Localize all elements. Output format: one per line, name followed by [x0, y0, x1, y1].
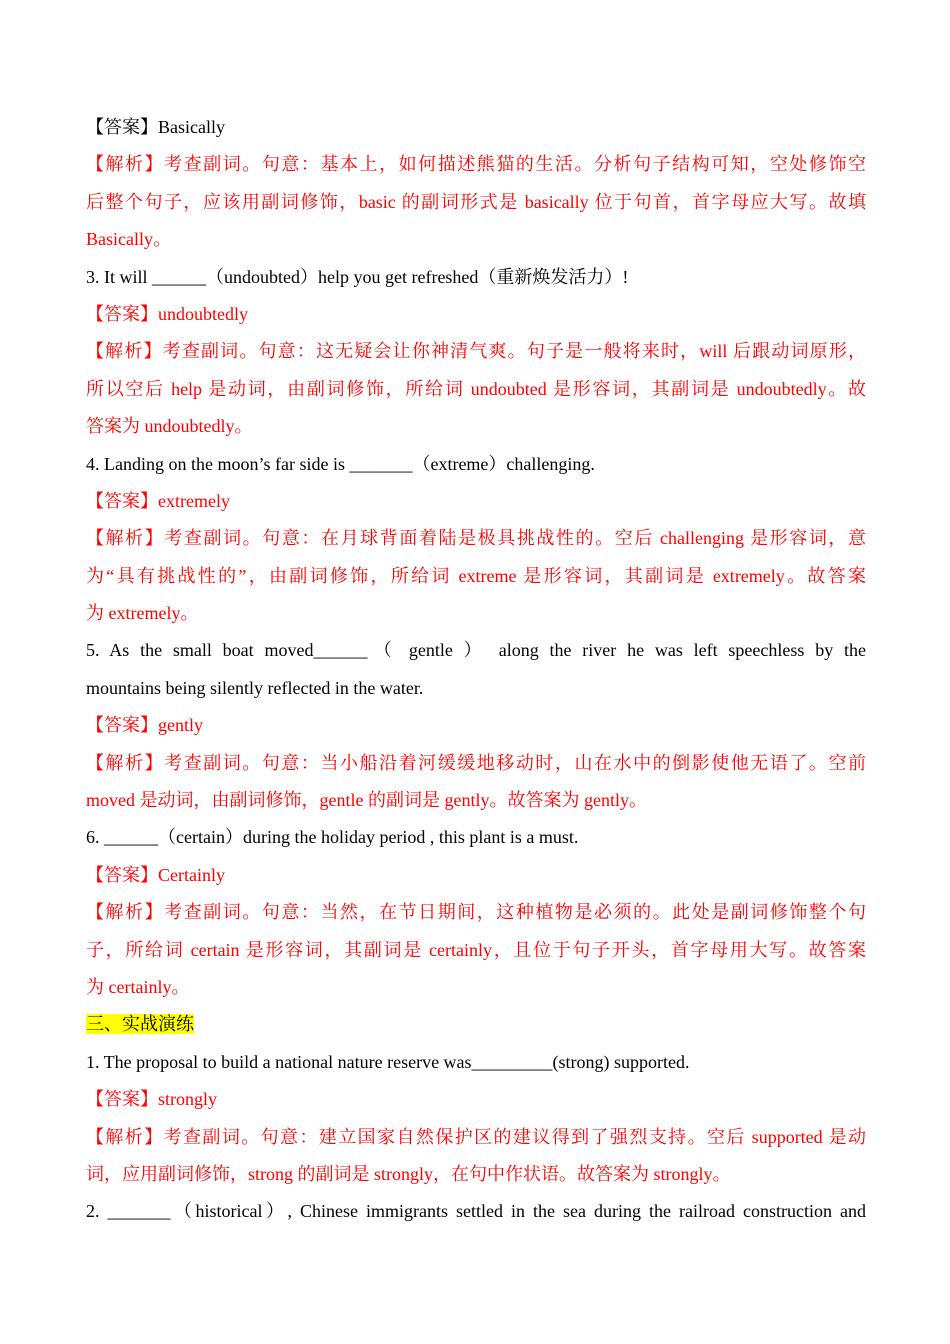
answer-question-4: 【答案】extremely [86, 490, 230, 511]
explanation-question-3-line-2: 所以空后 help 是动词，由副词修饰，所给词 undoubted 是形容词，其副词是 undoubtedly。故 [86, 378, 866, 399]
explanation-practice-question-1-line-1: 【解析】考查副词。句意：建立国家自然保护区的建议得到了强烈支持。空后 supported 是动 [86, 1126, 866, 1147]
answer-question-5: 【答案】gently [86, 715, 203, 736]
explanation-question-4-line-1: 【解析】考查副词。句意：在月球背面着陆是极具挑战性的。空后 challenging 是形容词，意 [86, 528, 866, 549]
explanation-question-3-line-1: 【解析】考查副词。句意：这无疑会让你神清气爽。句子是一般将来时，will 后跟动词原形， [86, 341, 866, 362]
explanation-question-6-line-1: 【解析】考查副词。句意：当然，在节日期间，这种植物是必须的。此处是副词修饰整个句 [86, 902, 866, 923]
section-heading-row [86, 1006, 866, 1043]
explanation-practice-question-1-line-2: 词，应用副词修饰，strong 的副词是 strongly，在句中作状语。故答案为 strongly。 [86, 1163, 731, 1184]
section-heading: 三、实战演练 [86, 1014, 194, 1035]
explanation-question-3-line-3: 答案为 undoubtedly。 [86, 416, 253, 437]
explanation-question-6-line-2: 子，所给词 certain 是形容词，其副词是 certainly，且位于句子开头，首字母用大写。故答案 [86, 939, 866, 960]
question-3: 3. It will ______（undoubted）help you get refreshed（重新焕发活力）! [86, 266, 629, 287]
explanation-question-6-line-3: 为 certainly。 [86, 976, 190, 997]
explanation-question-4-line-3: 为 extremely。 [86, 603, 199, 624]
answer-question-6: 【答案】Certainly [86, 864, 225, 885]
practice-question-1: 1. The proposal to build a national nature reserve was_________(strong) supported. [86, 1051, 690, 1072]
practice-question-2: 2. _______（historical）, Chinese immigrants settled in the sea during the railroad construction and [86, 1201, 866, 1222]
explanation-basically-line-2: 后整个句子，应该用副词修饰，basic 的副词形式是 basically 位于句首，首字母应大写。故填 [86, 191, 866, 212]
question-6: 6. ______（certain）during the holiday period , this plant is a must. [86, 827, 579, 848]
question-5-line-1: 5. As the small boat moved______（ gentle ） along the river he was left speechless by the [86, 640, 866, 661]
explanation-question-5-line-2: moved 是动词，由副词修饰，gentle 的副词是 gently。故答案为 gently。 [86, 790, 647, 811]
document-page [86, 109, 866, 1231]
question-4: 4. Landing on the moon’s far side is _______（extreme）challenging. [86, 453, 595, 474]
answer-practice-question-1: 【答案】strongly [86, 1089, 218, 1110]
explanation-basically-line-1: 【解析】考查副词。句意：基本上，如何描述熊猫的生活。分析句子结构可知，空处修饰空 [86, 154, 866, 175]
answer-question-3: 【答案】undoubtedly [86, 303, 248, 324]
question-5-line-2: mountains being silently reflected in the water. [86, 677, 424, 698]
explanation-basically-line-3: Basically。 [86, 229, 171, 250]
explanation-question-4-line-2: 为“具有挑战性的”，由副词修饰，所给词 extreme 是形容词，其副词是 extremely。故答案 [86, 565, 866, 586]
explanation-question-5-line-1: 【解析】考查副词。句意：当小船沿着河缓缓地移动时，山在水中的倒影使他无语了。空前 [86, 752, 866, 773]
answer-basically: 【答案】Basically [86, 117, 225, 137]
